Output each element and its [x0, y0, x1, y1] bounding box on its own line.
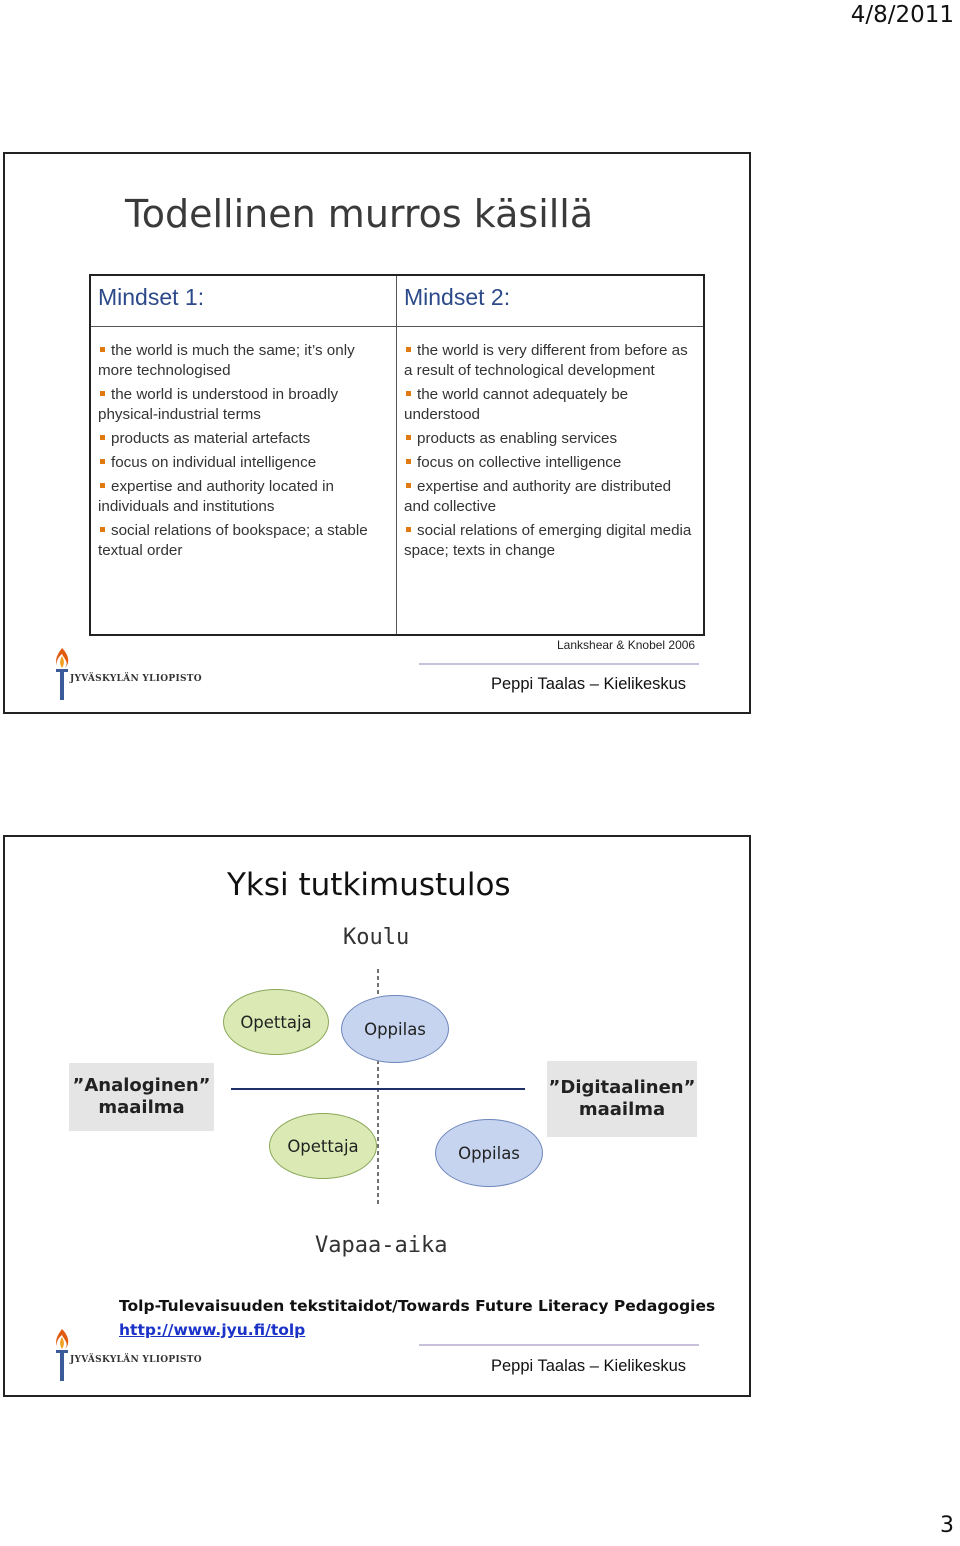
bullet-icon: [406, 391, 411, 396]
footer-author: Peppi Taalas – Kielikeskus: [491, 675, 687, 693]
digital-world-box: ”Digitaalinen” maailma: [547, 1061, 697, 1137]
page-number: 3: [940, 1513, 954, 1538]
mindset-1-list: [91, 327, 396, 561]
bullet-icon: [100, 347, 105, 352]
university-logo: [51, 1327, 202, 1387]
bullet-icon: [406, 527, 411, 532]
footer-author: Peppi Taalas – Kielikeskus: [491, 1357, 687, 1375]
list-item: the world cannot adequately be understood: [404, 386, 629, 423]
page-date: 4/8/2011: [850, 2, 954, 28]
axis-label-bottom: Vapaa-aika: [315, 1233, 448, 1258]
bullet-icon: [100, 435, 105, 440]
mindset-1-column: [91, 276, 397, 634]
list-item: social relations of bookspace; a stable textual order: [98, 522, 368, 559]
project-link[interactable]: http://www.jyu.fi/tolp: [119, 1321, 306, 1339]
list-item: expertise and authority are distributed and collective: [404, 478, 672, 515]
mindset-2-list: [397, 327, 703, 561]
slide-title: Yksi tutkimustulos: [227, 867, 511, 903]
footer-divider: [419, 663, 699, 665]
teacher-ellipse-school: Opettaja: [223, 989, 329, 1055]
footer-divider: [419, 1344, 699, 1346]
mindset-1-header: Mindset 1:: [91, 276, 396, 327]
list-item: the world is much the same; it’s only more technologised: [98, 342, 355, 379]
bullet-icon: [406, 435, 411, 440]
slide-title: Todellinen murros käsillä: [125, 192, 594, 236]
list-item: expertise and authority located in individuals and institutions: [98, 478, 334, 515]
mindset-2-column: [397, 276, 703, 634]
pupil-ellipse-leisure: Oppilas: [435, 1119, 543, 1187]
mindset-2-header: Mindset 2:: [397, 276, 703, 327]
university-logo: [51, 646, 202, 706]
pupil-ellipse-school: Oppilas: [341, 995, 449, 1063]
teacher-ellipse-leisure: Opettaja: [269, 1113, 377, 1179]
bullet-icon: [100, 527, 105, 532]
slide-1: [3, 152, 751, 714]
bullet-icon: [406, 459, 411, 464]
axis-label-top: Koulu: [343, 925, 410, 950]
analog-world-box: ”Analoginen” maailma: [69, 1063, 214, 1131]
citation: Lankshear & Knobel 2006: [557, 638, 696, 652]
list-item: the world is very different from before as a result of technological development: [404, 342, 688, 379]
bullet-icon: [406, 483, 411, 488]
bullet-icon: [406, 347, 411, 352]
bullet-icon: [100, 459, 105, 464]
bullet-icon: [100, 391, 105, 396]
list-item: focus on collective intelligence: [404, 453, 697, 473]
list-item: products as enabling services: [404, 429, 697, 449]
list-item: products as material artefacts: [98, 429, 390, 449]
bullet-icon: [100, 483, 105, 488]
project-title: Tolp-Tulevaisuuden tekstitaidot/Towards Future Literacy Pedagogies: [119, 1297, 716, 1315]
list-item: the world is understood in broadly physical-industrial terms: [98, 386, 339, 423]
slide-2: [3, 835, 751, 1397]
list-item: social relations of emerging digital media space; texts in change: [404, 522, 692, 559]
logo-text: JYVÄSKYLÄN YLIOPISTO: [70, 674, 202, 684]
list-item: focus on individual intelligence: [98, 453, 390, 473]
mindset-table: [89, 274, 705, 636]
logo-text: JYVÄSKYLÄN YLIOPISTO: [70, 1355, 202, 1365]
